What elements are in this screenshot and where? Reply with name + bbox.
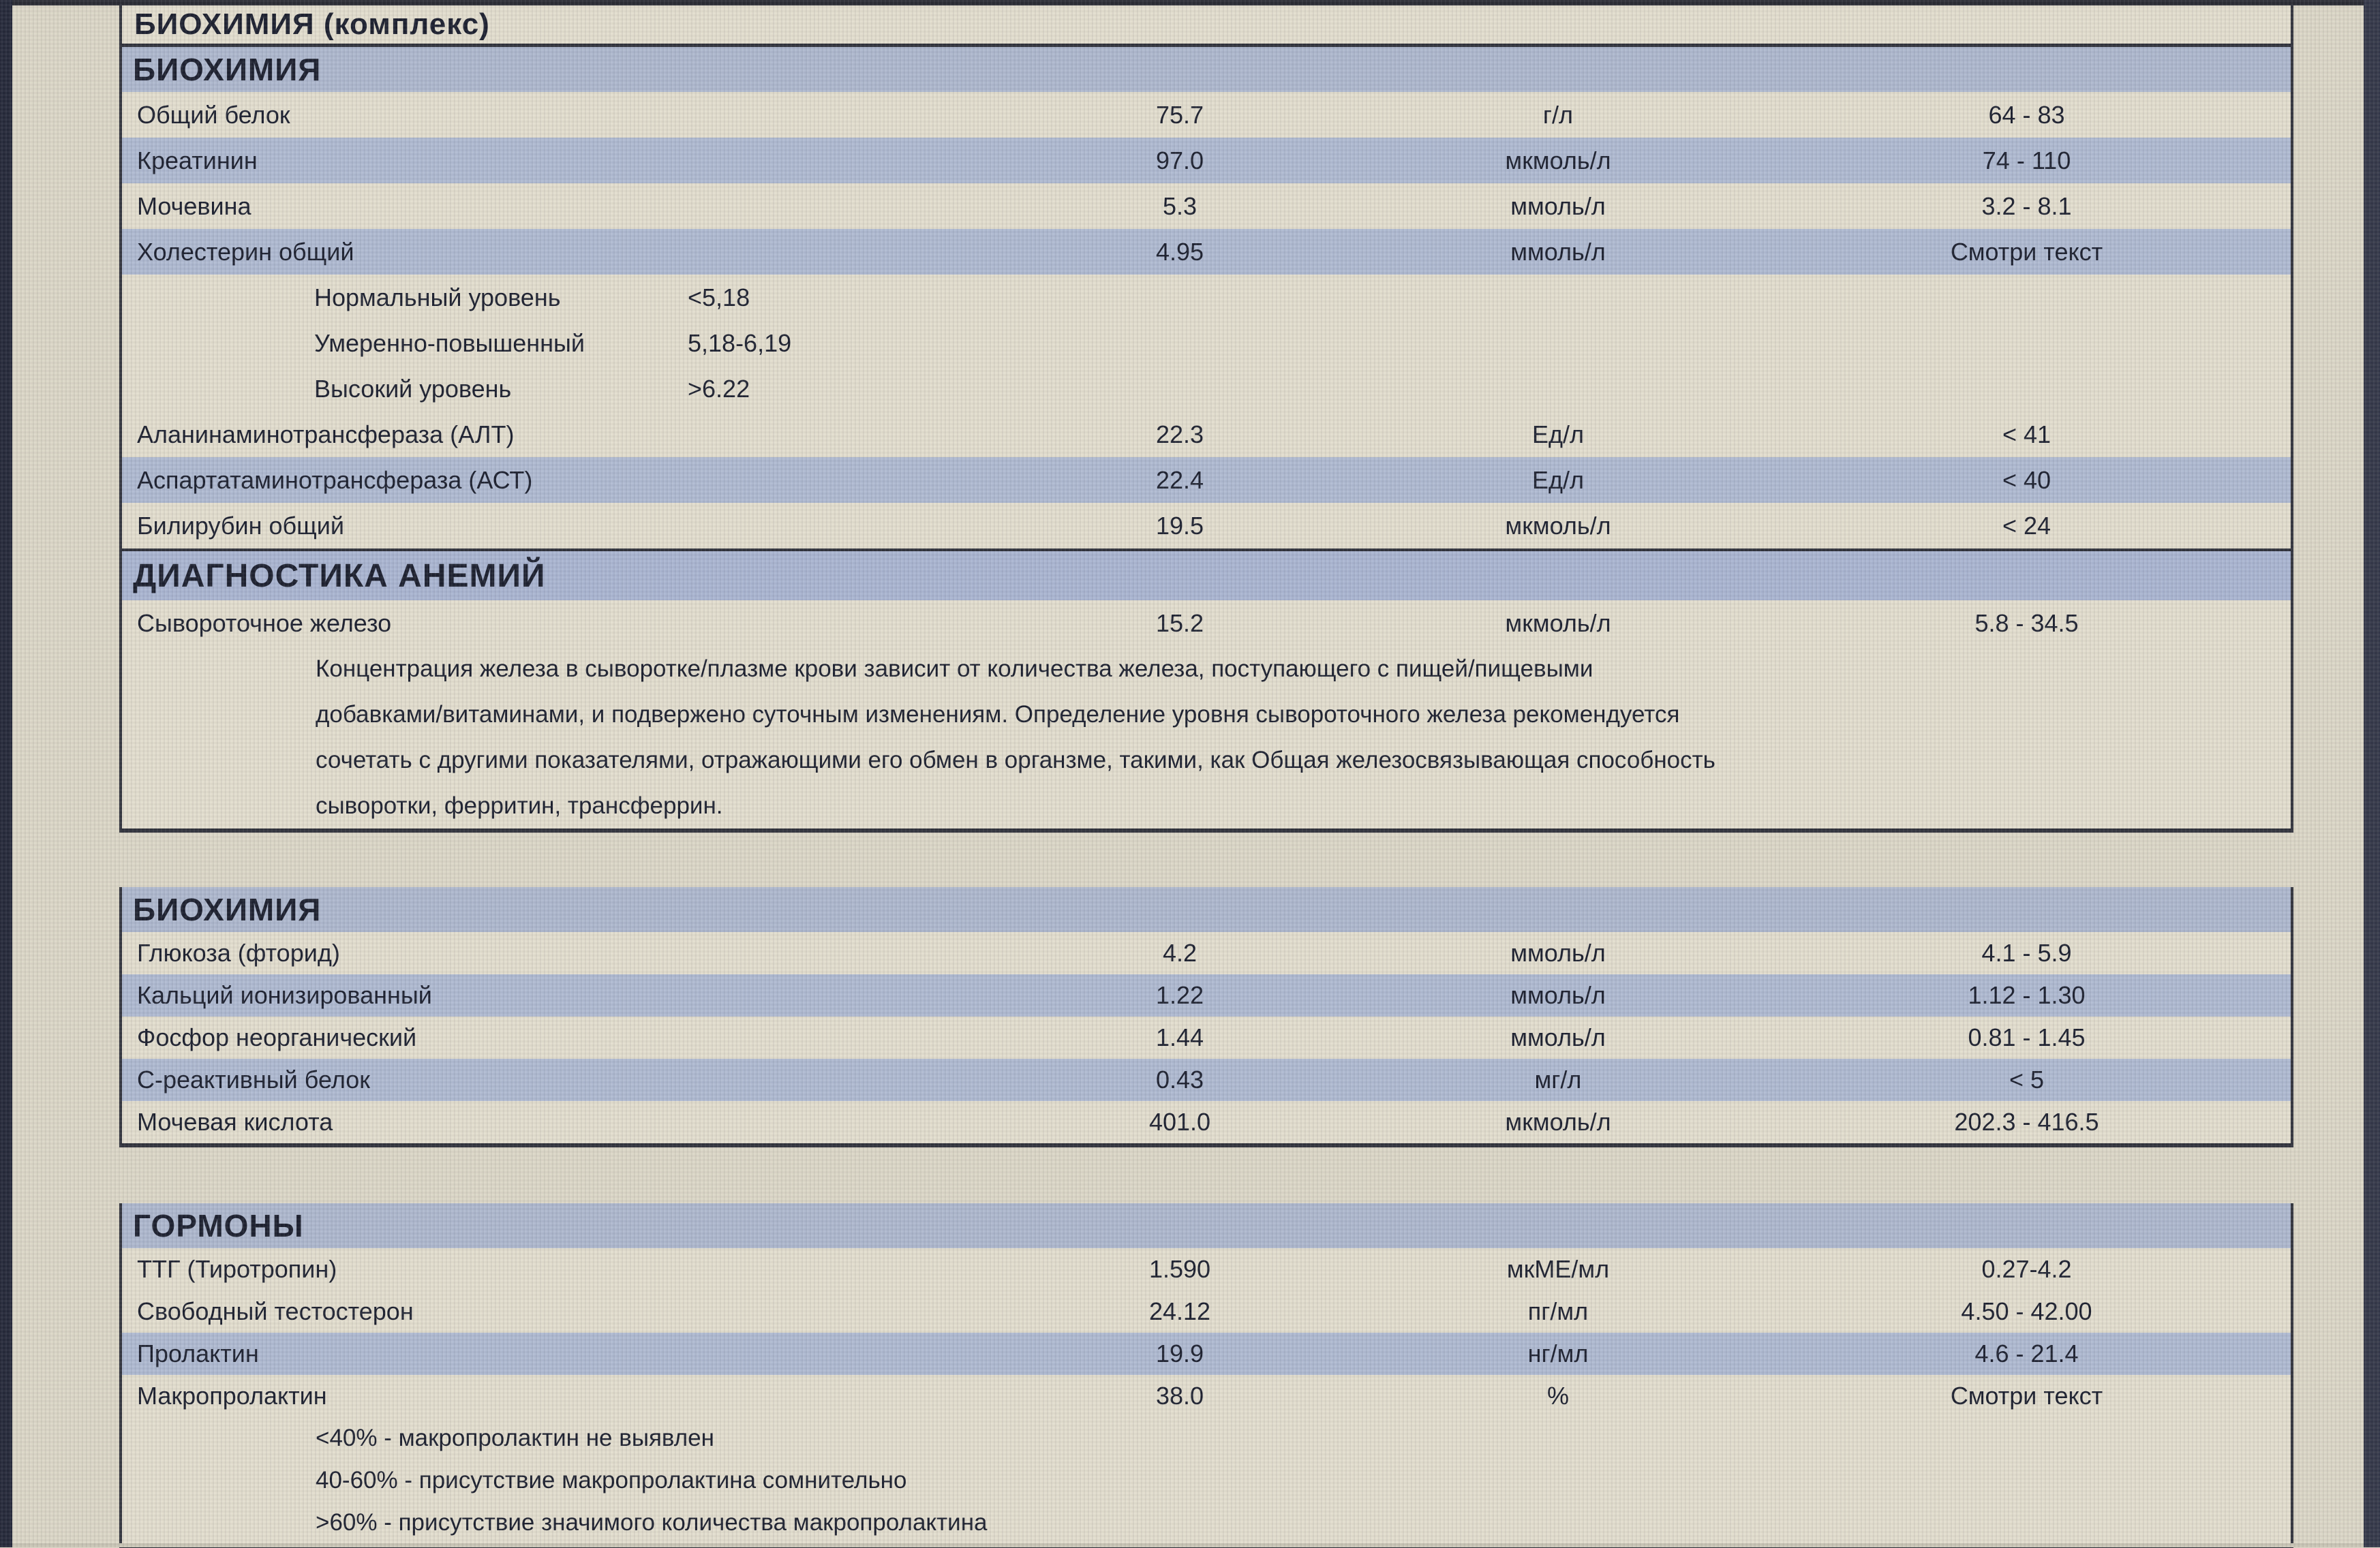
result-value: 24.12	[1148, 1297, 1211, 1325]
reference-range: 4.6 - 21.4	[1974, 1340, 2079, 1367]
comment-line: сыворотки, ферритин, трансферрин.	[122, 783, 2291, 829]
lab-row	[122, 412, 2291, 457]
analyte-name: Мочевина	[137, 191, 251, 220]
threshold-label: Нормальный уровень	[314, 283, 561, 311]
lab-row	[122, 974, 2291, 1017]
result-unit: ммоль/л	[1510, 191, 1606, 220]
lab-row	[122, 183, 2291, 229]
result-value: 19.5	[1155, 511, 1204, 540]
analyte-name: Глюкоза (фторид)	[137, 939, 340, 967]
reference-range: 5.8 - 34.5	[1974, 608, 2079, 637]
analyte-name: Билирубин общий	[137, 511, 344, 540]
screen-edge-bottom	[0, 1543, 2380, 1547]
analyte-name: ТТГ (Тиротропин)	[137, 1255, 337, 1283]
lab-row	[122, 229, 2291, 275]
result-value: 4.95	[1155, 237, 1204, 266]
lab-row	[122, 1290, 2291, 1333]
analyte-name: Аланинаминотрансфераза (АЛТ)	[137, 420, 515, 448]
result-value: 15.2	[1155, 608, 1204, 637]
lab-report	[119, 5, 2293, 1548]
section-header-label: ГОРМОНЫ	[133, 1208, 304, 1243]
comment-line: <40% - макропролактин не выявлен	[122, 1417, 2291, 1459]
reference-range: 1.12 - 1.30	[1968, 981, 2086, 1009]
analyte-name: С-реактивный белок	[137, 1066, 371, 1094]
result-unit: Ед/л	[1531, 420, 1585, 448]
comment-line: 40-60% - присутствие макропролактина сомнительно	[122, 1459, 2291, 1502]
screen-edge-top	[0, 0, 2380, 5]
analyte-name: Пролактин	[137, 1340, 259, 1367]
reference-range: 202.3 - 416.5	[1954, 1108, 2099, 1136]
result-value: 1.22	[1155, 981, 1204, 1009]
lab-row	[122, 1059, 2291, 1101]
result-value: 4.2	[1162, 939, 1197, 967]
lab-row	[122, 1333, 2291, 1375]
reference-range: < 5	[2009, 1066, 2045, 1094]
result-value: 1.590	[1148, 1255, 1211, 1283]
analyte-name: Макропролактин	[137, 1382, 327, 1410]
reference-range: 74 - 110	[1982, 146, 2071, 174]
report-title: БИОХИМИЯ (комплекс)	[134, 7, 490, 41]
comment-line: >60% - присутствие значимого количества макропролактина	[122, 1502, 2291, 1544]
threshold-value: 5,18-6,19	[688, 328, 792, 357]
result-unit: мкмоль/л	[1505, 1108, 1611, 1136]
threshold-label: Умеренно-повышенный	[314, 328, 585, 357]
result-unit: мкмоль/л	[1505, 608, 1611, 637]
result-value: 19.9	[1155, 1340, 1204, 1367]
section-header-label: БИОХИМИЯ	[133, 892, 322, 927]
reference-range: 0.81 - 1.45	[1968, 1023, 2086, 1051]
analyte-name: Общий белок	[137, 100, 290, 129]
threshold-value: <5,18	[688, 283, 750, 311]
result-value: 5.3	[1162, 191, 1197, 220]
result-unit: ммоль/л	[1510, 981, 1606, 1009]
comment-line: добавками/витаминами, и подвержено суточным изменениям. Определение уровня сывороточного железа рекомендуется	[122, 692, 2291, 737]
result-value: 75.7	[1155, 100, 1204, 129]
lab-table-section-2	[119, 887, 2293, 1147]
result-unit: мкмоль/л	[1505, 511, 1611, 540]
result-value: 97.0	[1155, 146, 1204, 174]
table-gap	[119, 1147, 2293, 1203]
lab-row	[122, 92, 2291, 138]
section-header	[122, 887, 2291, 932]
reference-range: Смотри текст	[1950, 1382, 2103, 1410]
result-unit: Ед/л	[1531, 465, 1585, 494]
analyte-name: Сывороточное железо	[137, 608, 392, 637]
reference-range: 0.27-4.2	[1981, 1255, 2072, 1283]
reference-range: 4.1 - 5.9	[1981, 939, 2072, 967]
result-unit: мг/л	[1534, 1066, 1582, 1094]
comment-line: Концентрация железа в сыворотке/плазме крови зависит от количества железа, поступающего с пищей/пищевыми	[122, 646, 2291, 692]
result-unit: ммоль/л	[1510, 237, 1606, 266]
threshold-label: Высокий уровень	[314, 374, 512, 403]
threshold-row	[122, 320, 2291, 366]
lab-row	[122, 1248, 2291, 1290]
section-header	[122, 1203, 2291, 1248]
lab-row	[122, 138, 2291, 183]
screen-edge-right	[2364, 0, 2380, 1547]
lab-row	[122, 457, 2291, 503]
result-unit: нг/мл	[1527, 1340, 1589, 1367]
result-value: 22.4	[1155, 465, 1204, 494]
threshold-row	[122, 366, 2291, 412]
table-gap	[119, 833, 2293, 887]
result-value: 0.43	[1155, 1066, 1204, 1094]
result-unit: мкмоль/л	[1505, 146, 1611, 174]
analyte-name: Кальций ионизированный	[137, 981, 432, 1009]
screen-edge-left	[0, 0, 12, 1547]
section-header-label: БИОХИМИЯ	[133, 52, 322, 87]
analyte-name: Аспартатаминотрансфераза (АСТ)	[137, 465, 533, 494]
reference-range: 4.50 - 42.00	[1961, 1297, 2092, 1325]
lab-row	[122, 600, 2291, 646]
lab-row	[122, 1375, 2291, 1417]
reference-range: 3.2 - 8.1	[1981, 191, 2072, 220]
section-header	[122, 47, 2291, 92]
analyte-name: Мочевая кислота	[137, 1108, 333, 1136]
reference-range: < 41	[2002, 420, 2051, 448]
comment-line: сочетать с другими показателями, отражающими его обмен в органзме, такими, как Общая железосвязывающая способность	[122, 737, 2291, 783]
reference-range: < 24	[2002, 511, 2051, 540]
result-value: 38.0	[1155, 1382, 1204, 1410]
result-value: 22.3	[1155, 420, 1204, 448]
lab-table-section-3	[119, 1203, 2293, 1548]
analyte-name: Холестерин общий	[137, 237, 354, 266]
analyte-name: Креатинин	[137, 146, 258, 174]
reference-range: < 40	[2002, 465, 2051, 494]
reference-range: Смотри текст	[1950, 237, 2103, 266]
analyte-name: Фосфор неорганический	[137, 1023, 417, 1051]
result-unit: ммоль/л	[1510, 939, 1606, 967]
subsection-header: ДИАГНОСТИКА АНЕМИЙ	[122, 548, 2291, 600]
result-value: 401.0	[1148, 1108, 1211, 1136]
reference-range: 64 - 83	[1988, 100, 2065, 129]
threshold-row	[122, 275, 2291, 320]
result-unit: ммоль/л	[1510, 1023, 1606, 1051]
lab-row	[122, 1101, 2291, 1143]
result-unit: пг/мл	[1527, 1297, 1589, 1325]
lab-row	[122, 1017, 2291, 1059]
lab-table-section-1	[119, 5, 2293, 833]
result-unit: %	[1546, 1382, 1569, 1410]
result-value: 1.44	[1155, 1023, 1204, 1051]
analyte-name: Свободный тестостерон	[137, 1297, 414, 1325]
threshold-value: >6.22	[688, 374, 750, 403]
result-unit: г/л	[1542, 100, 1574, 129]
lab-row	[122, 932, 2291, 974]
lab-row	[122, 503, 2291, 548]
report-title-bar	[122, 5, 2291, 47]
result-unit: мкМЕ/мл	[1506, 1255, 1610, 1283]
